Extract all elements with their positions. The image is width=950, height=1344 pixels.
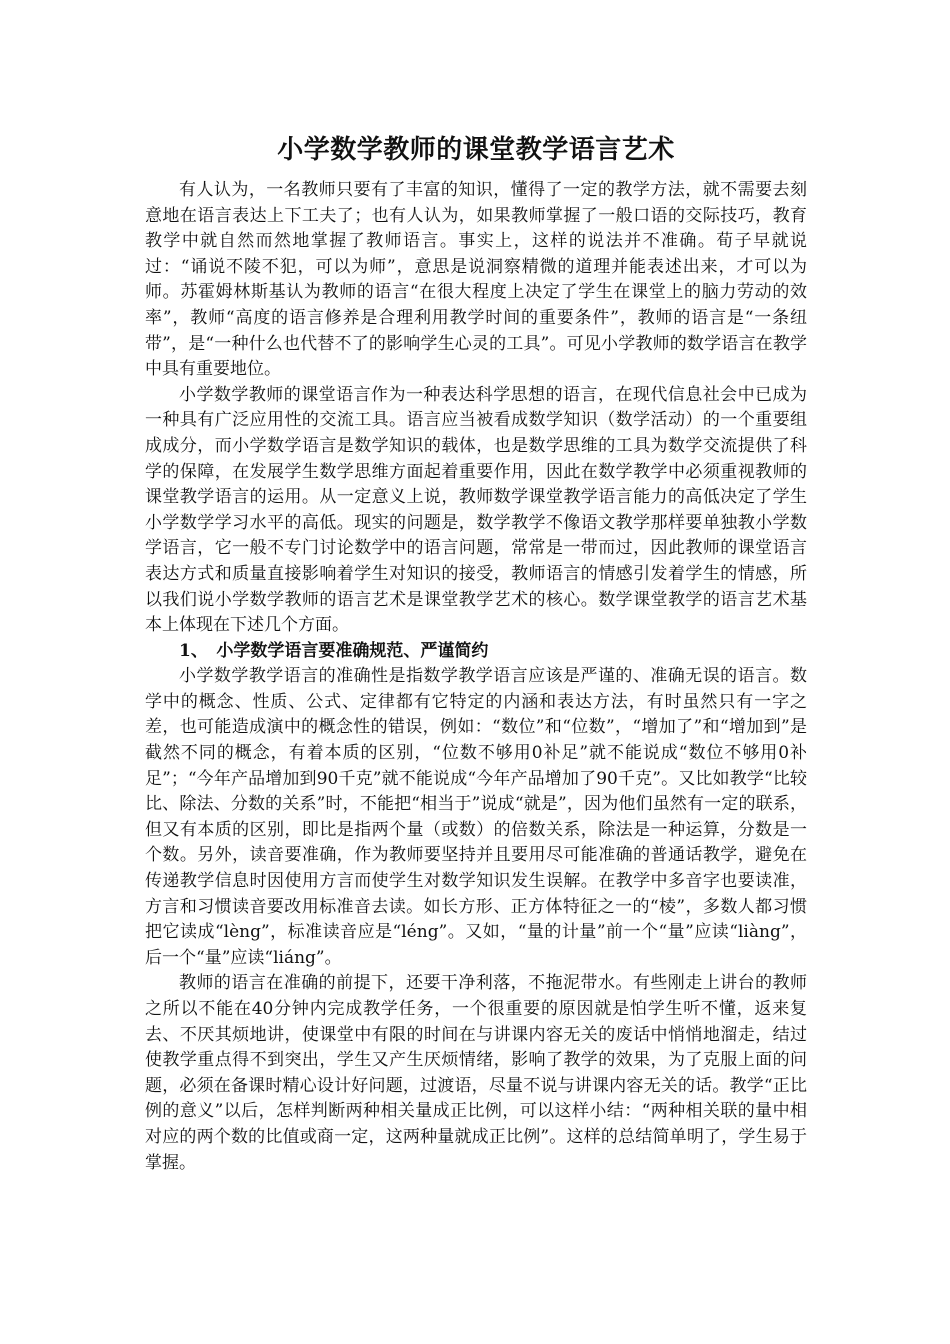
section-heading-1 [145, 639, 807, 665]
document-page [145, 128, 807, 1176]
section-heading-text: 小学数学语言要准确规范、严谨简约 [216, 640, 489, 661]
document-title: 小学数学教师的课堂教学语言艺术 [277, 135, 675, 165]
paragraph-conciseness: 教师的语言在准确的前提下，还要干净利落，不拖泥带水。有些刚走上讲台的教师之所以不能在40分钟内完成教学任务，一个很重要的原因就是怕学生听不懂，返来复去、不厌其烦地讲，使课堂中有限的时间在与讲课内容无关的废话中悄悄地溜走，结过使教学重点得不到突出，学生又产生厌烦情绪，影响了教学的效果，为了克服上面的问题，必须在备课时精心设计好问题，过渡语，尽量不说与讲课内容无关的话。教学“正比例的意义”以后，怎样判断两种相关量成正比例，可以这样小结：“两种相关联的量中相对应的两个数的比值或商一定，这两种量就成正比例”。这样的总结简单明了，学生易于掌握。 [145, 973, 807, 1173]
paragraph-accuracy: 小学数学教学语言的准确性是指数学教学语言应该是严谨的、准确无误的语言。数学中的概念、性质、公式、定律都有它特定的内涵和表达方法，有时虽然只有一字之差，也可能造成演中的概念性的错误，例如：“数位”和“位数”，“增加了”和“增加到”是截然不同的概念，有着本质的区别，“位数不够用0补足”就不能说成“数位不够用0补足”；“今年产品增加到90千克”就不能说成“今年产品增加了90千克”。又比如教学“比较比、除法、分数的关系”时，不能把“相当于”说成“就是”，因为他们虽然有一定的联系，但又有本质的区别，即比是指两个量（或数）的倍数关系，除法是一种运算，分数是一个数。另外，读音要准确，作为教师要坚持并且要用尽可能准确的普通话教学，避免在传递教学信息时因使用方言而使学生对数学知识发生误解。在教学中多音字也要读准，方言和习惯读音要改用标准音去读。如长方形、正方体特征之一的“棱”，多数人都习惯把它读成“lèng”，标准读音应是“léng”。又如，“量的计量”前一个“量”应读“liàng”，后一个“量”应读“liáng”。 [145, 666, 807, 968]
paragraph-intro: 有人认为，一名教师只要有了丰富的知识，懂得了一定的教学方法，就不需要去刻意地在语言表达上下工夫了；也有人认为，如果教师掌握了一般口语的交际技巧，教育教学中就自然而然地掌握了教师语言。事实上，这样的说法并不准确。荀子早就说过：“诵说不陵不犯，可以为师”，意思是说洞察精微的道理并能表述出来，才可以为师。苏霍姆林斯基认为教师的语言“在很大程度上决定了学生在课堂上的脑力劳动的效率”，教师“高度的语言修养是合理利用教学时间的重要条件”，教师的语言是“一条纽带”，是“一种什么也代替不了的影响学生心灵的工具”。可见小学教师的数学语言在教学中具有重要地位。 [145, 180, 807, 380]
section-number: 1、 [179, 640, 208, 661]
paragraph-importance: 小学数学教师的课堂语言作为一种表达科学思想的语言，在现代信息社会中已成为一种具有广泛应用性的交流工具。语言应当被看成数学知识（数学活动）的一个重要组成成分，而小学数学语言是数学知识的载体，也是数学思维的工具为数学交流提供了科学的保障，在发展学生数学思维方面起着重要作用，因此在数学教学中必须重视教师的课堂教学语言的运用。从一定意义上说，教师数学课堂教学语言能力的高低决定了学生小学数学学习水平的高低。现实的问题是，数学教学不像语文教学那样要单独教小学数学语言，它一般不专门讨论数学中的语言问题，常常是一带而过，因此教师的课堂语言表达方式和质量直接影响着学生对知识的接受，教师语言的情感引发着学生的情感，所以我们说小学数学教师的语言艺术是课堂教学艺术的核心。数学课堂教学的语言艺术基本上体现在下述几个方面。 [145, 384, 807, 636]
